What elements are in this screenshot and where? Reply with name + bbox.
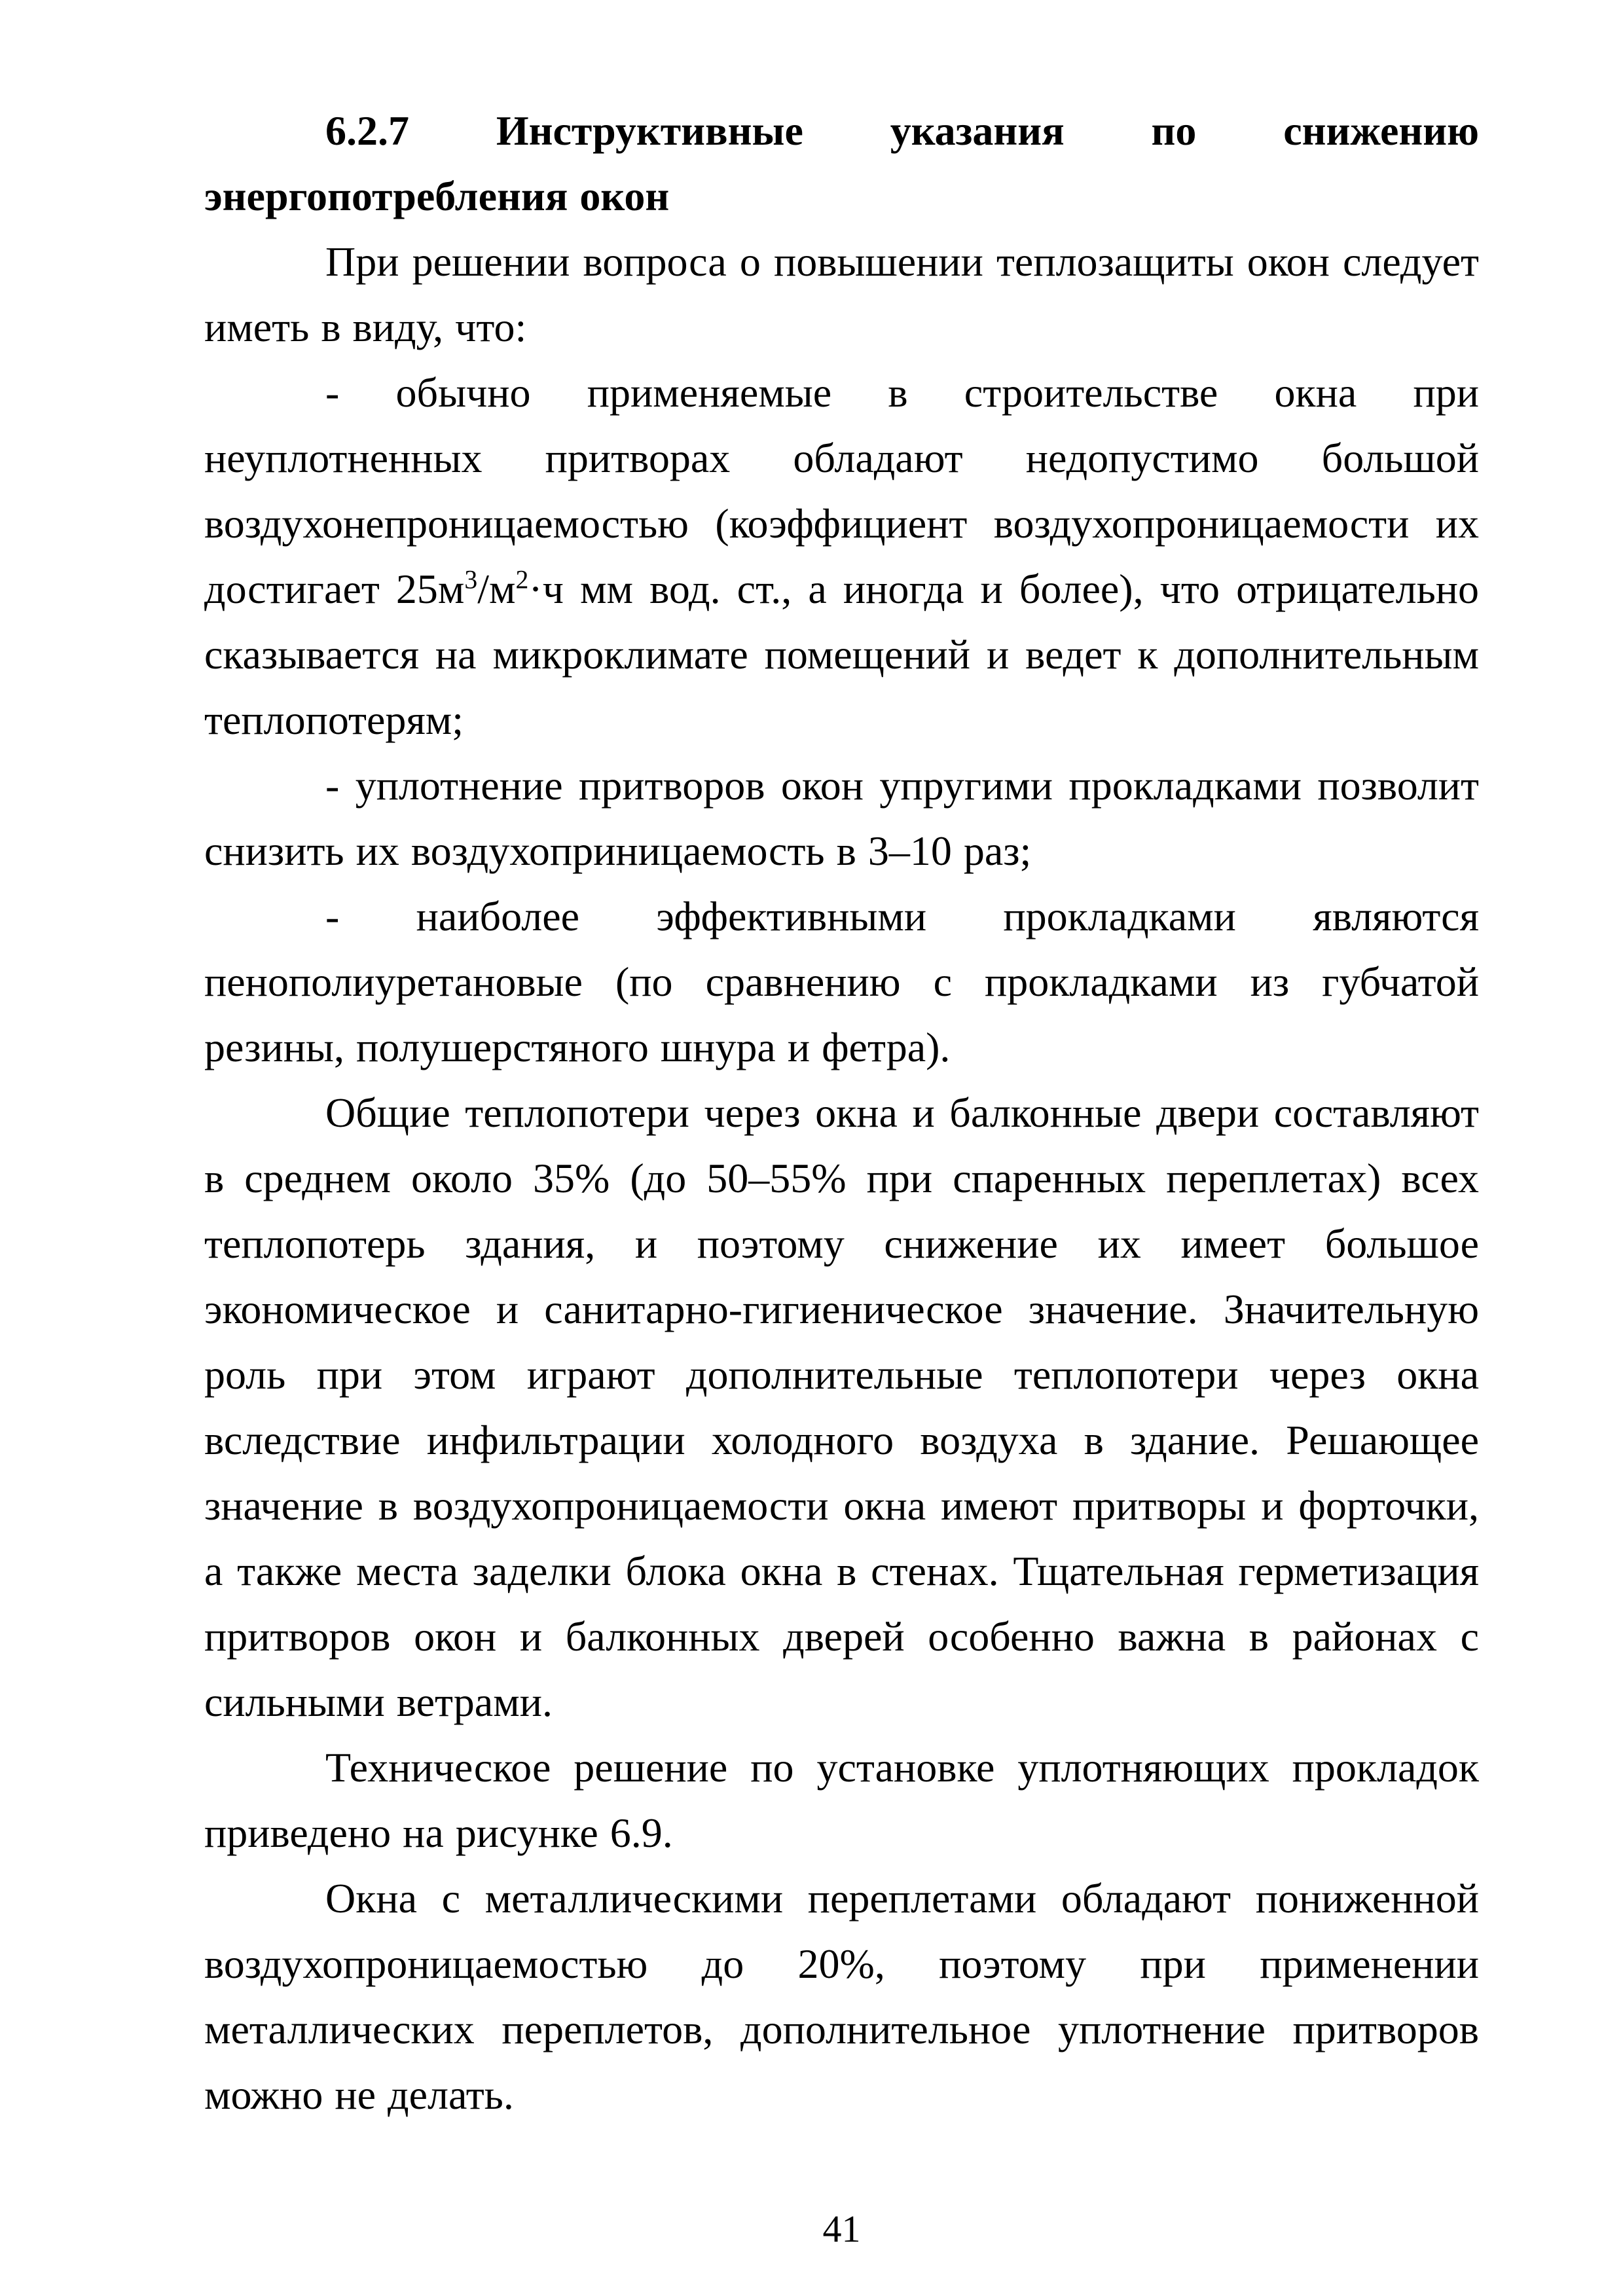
paragraph-text: ·ч мм вод. ст., а иногда и более), что отрицательно сказывается на микроклимате помещений и ведет к дополнительным теплопотерям; — [204, 566, 1480, 743]
paragraph-text: - обычно применяемые в строительстве окна при неуплотненных притворах обладают недопустимо большой воздухонепроницаемостью (коэффициент воздухопроницаемости их достигает 25м — [204, 369, 1479, 612]
page-number: 41 — [822, 2208, 861, 2250]
paragraph-body-technical-solution: Техническое решение по установке уплотняющих прокладок приведено на рисунке 6.9. — [204, 1744, 1479, 1856]
paragraph-text: /м — [477, 566, 516, 612]
paragraph-body-heat-losses: Общие теплопотери через окна и балконные двери составляют в среднем около 35% (до 50–55% при спаренных переплетах) всех теплопотерь здания, и поэтому снижение их имеет большое экономическое и санитарно-гигиеническое значение. Значительную роль при этом играют дополнительные теплопотери через окна вследствие инфильтрации холодного воздуха в здание. Решающее значение в воздухопроницаемости окна имеют притворы и форточки, а также места заделки блока окна в стенах. Тщательная герметизация притворов окон и балконных дверей особенно важна в районах с сильными ветрами. — [204, 1089, 1479, 1725]
superscript-exponent: 3 — [464, 565, 478, 594]
superscript-exponent: 2 — [515, 565, 529, 594]
paragraph-body-metal-frames: Окна с металлическими переплетами обладают пониженной воздухопроницаемостью до 20%, поэтому при применении металлических переплетов, дополнительное уплотнение притворов можно не делать. — [204, 1875, 1479, 2118]
paragraph-list-item-2: - уплотнение притворов окон упругими прокладками позволит снизить их воздухоприницаемость в 3–10 раз; — [204, 762, 1479, 874]
page-content — [204, 98, 1479, 2128]
paragraph-list-item-3: - наиболее эффективными прокладками являются пенополиуретановые (по сравнению с прокладками из губчатой резины, полушерстяного шнура и фетра). — [204, 893, 1479, 1070]
paragraph-intro: При решении вопроса о повышении теплозащиты окон следует иметь в виду, что: — [204, 238, 1479, 350]
section-heading: 6.2.7 Инструктивные указания по снижению энергопотребления окон — [204, 107, 1479, 219]
paragraph-list-item-1 — [204, 360, 1479, 753]
